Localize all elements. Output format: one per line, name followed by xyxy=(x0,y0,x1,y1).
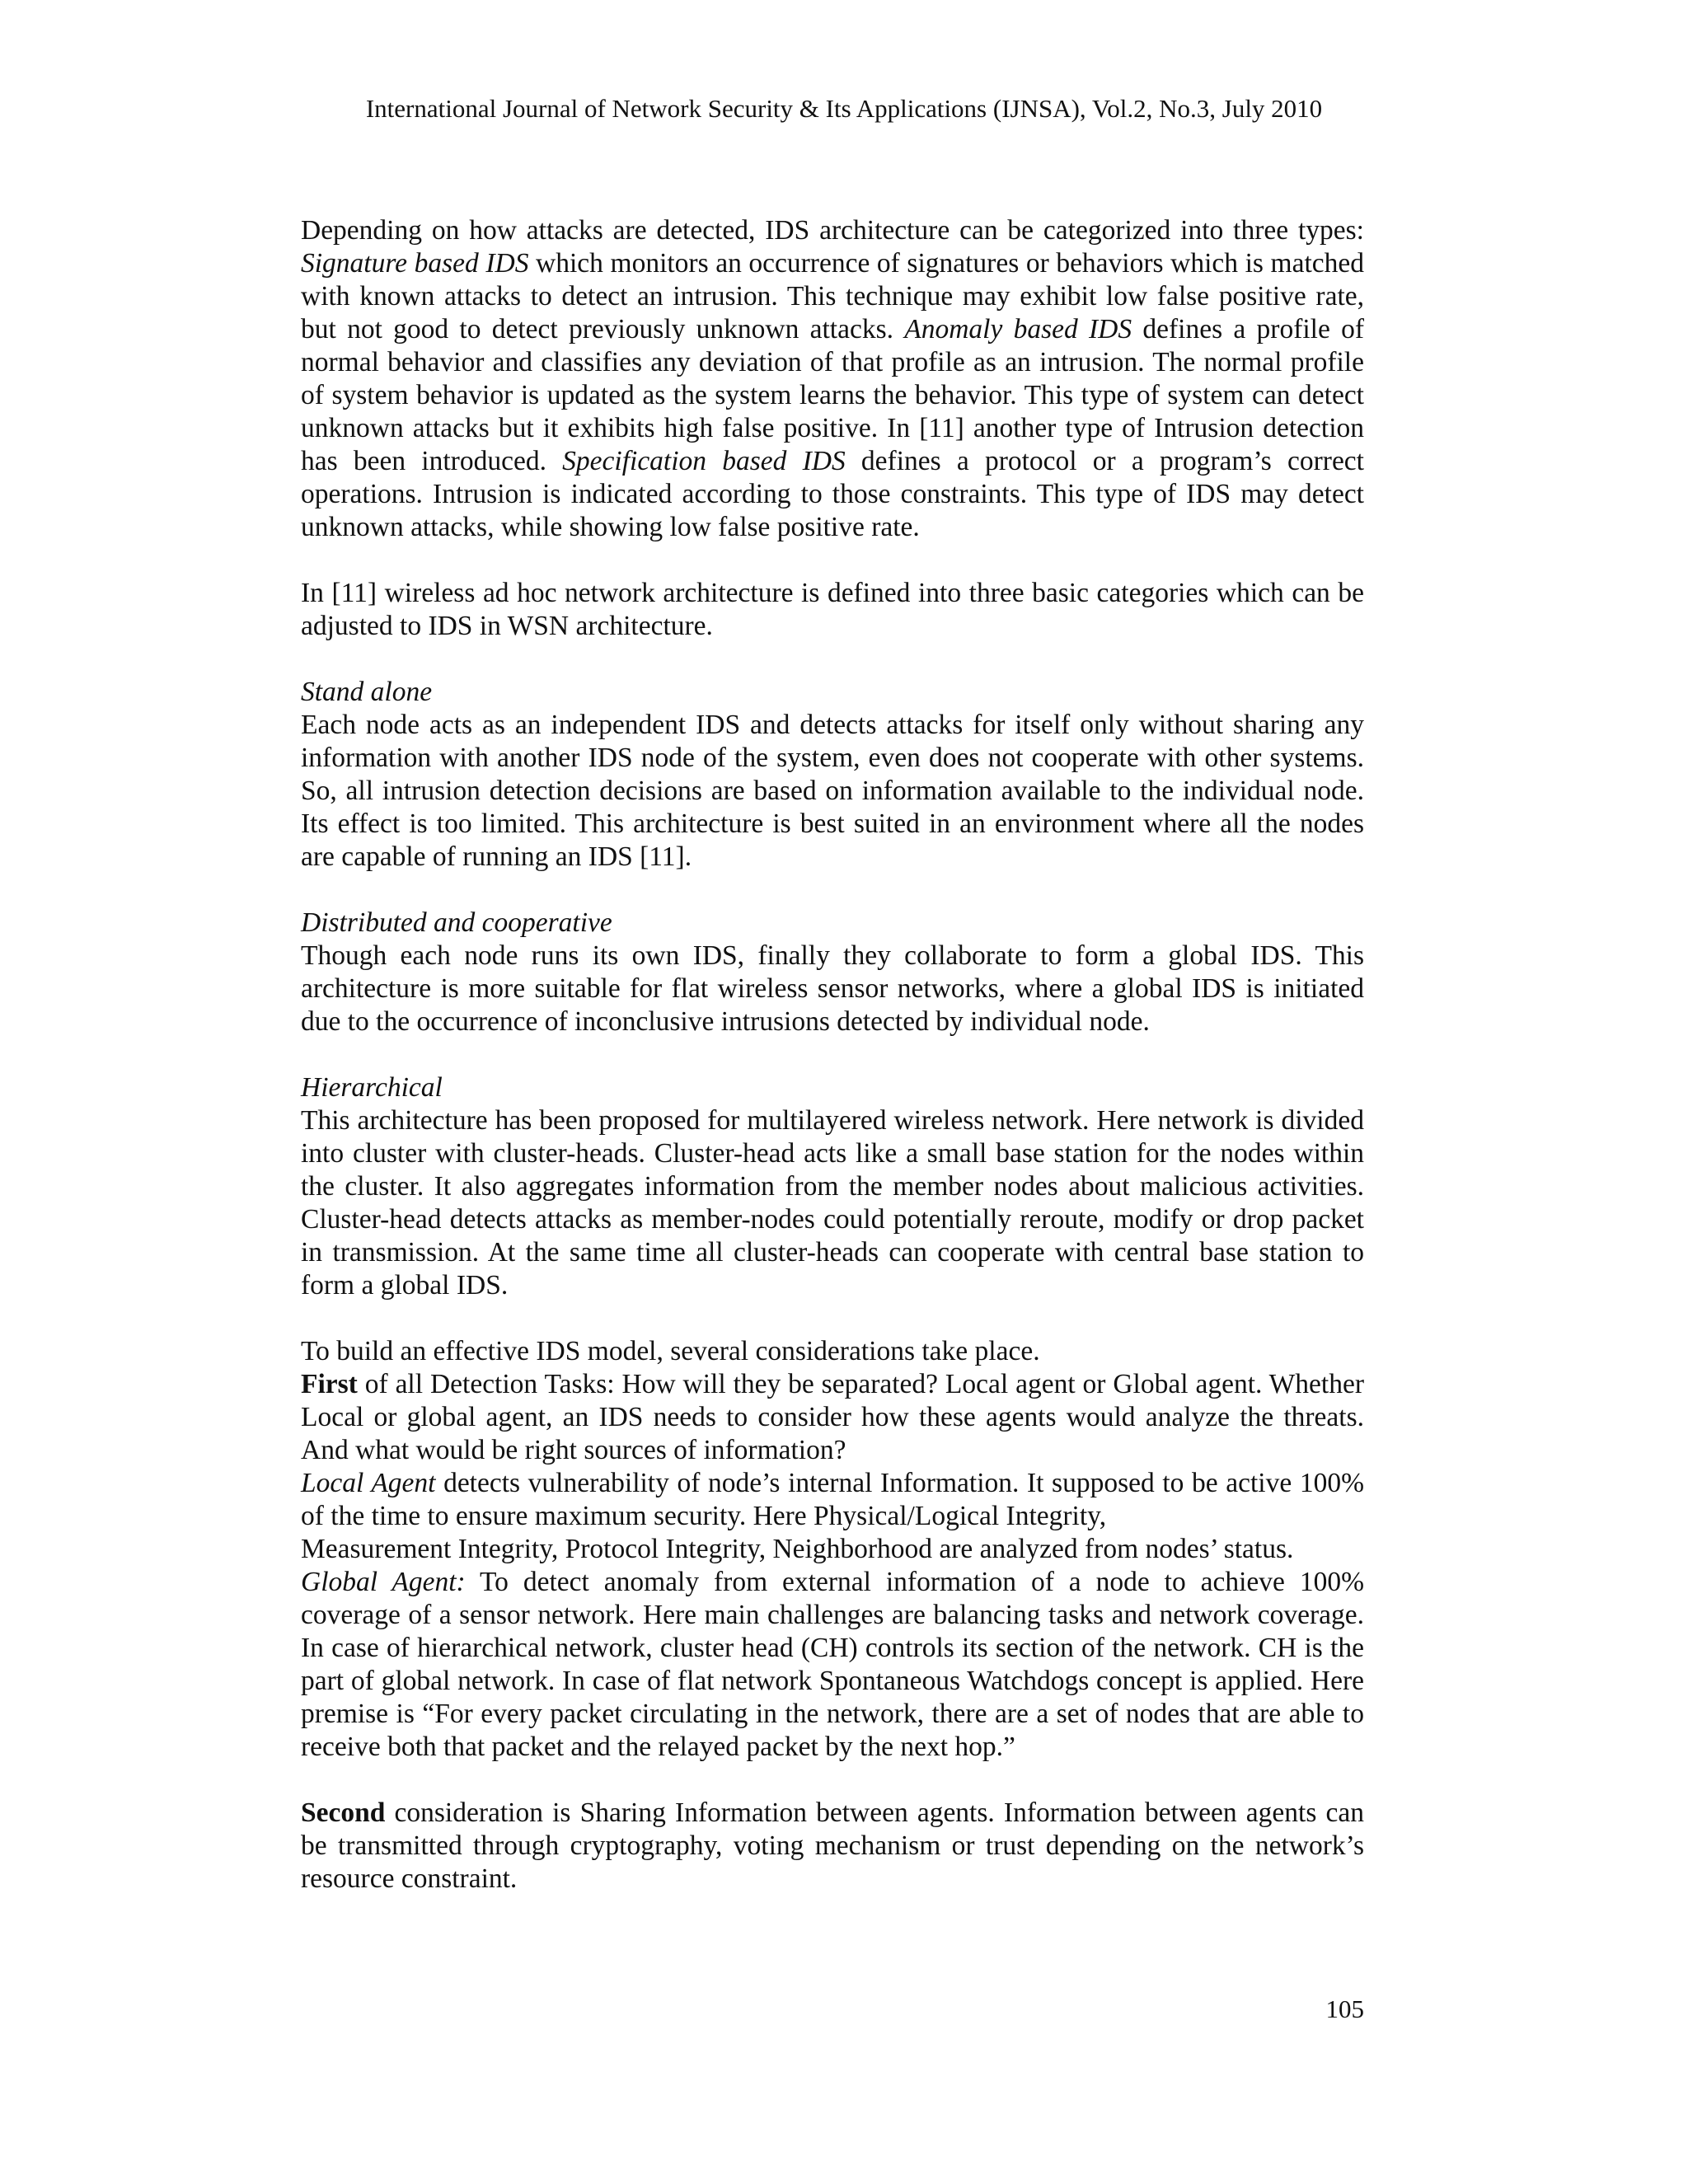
running-header: International Journal of Network Security & Its Applications (IJNSA), Vol.2, No.3, July 2010 xyxy=(365,94,1323,123)
body-text xyxy=(301,214,1364,1929)
text-span: To detect anomaly from external information of a node to achieve 100% coverage of a sensor network. Here main challenges are balancing tasks and network coverage. In case of hierarchical network, cluster head (CH) controls its section of the network. CH is the part of global network. In case of flat network Spontaneous Watchdogs concept is applied. Here premise is “For every packet circulating in the network, there are a set of nodes that are able to receive both that packet and the relayed packet by the next hop.” xyxy=(301,1567,1365,1762)
text-span: consideration is Sharing Information between agents. Information between agents can be transmitted through cryptography, voting mechanism or trust depending on the network’s resource constraint. xyxy=(301,1797,1364,1894)
term-specification-based-ids: Specification based IDS xyxy=(562,446,846,476)
paragraph-first-consideration xyxy=(301,1368,1364,1467)
paragraph-stand-alone: Each node acts as an independent IDS and detects attacks for itself only without sharing any information with another IDS node of the system, even does not cooperate with other systems. So, all intrusion detection decisions are based on information available to the individual node. Its effect is too limited. This architecture is best suited in an environment where all the nodes are capable of running an IDS [11]. xyxy=(301,710,1364,872)
section-considerations xyxy=(301,1335,1364,1764)
paragraph-hierarchical: This architecture has been proposed for multilayered wireless network. Here network is divided into cluster with cluster-heads. Cluster-head acts like a small base station for the nodes within the cluster. It also aggregates information from the member nodes about malicious activities. Cluster-head detects attacks as member-nodes could potentially reroute, modify or drop packet in transmission. At the same time all cluster-heads can cooperate with central base station to form a global IDS. xyxy=(301,1105,1364,1301)
term-local-agent: Local Agent xyxy=(301,1468,436,1498)
section-hierarchical xyxy=(301,1071,1364,1302)
text-span: defines a protocol or a program’s correct operations. Intrusion is indicated according to those constraints. This type of IDS may detect unknown attacks, while showing low false positive rate. xyxy=(301,446,1364,542)
section-stand-alone xyxy=(301,676,1364,874)
paragraph-local-agent-continued: Measurement Integrity, Protocol Integrity, Neighborhood are analyzed from nodes’ status. xyxy=(301,1534,1294,1564)
paragraph-second-consideration xyxy=(301,1797,1364,1896)
text-span: which monitors an occurrence of signatures or behaviors which is matched with known attacks to detect an intrusion. This technique may exhibit low false positive rate, but not good to detect previously unknown attacks. xyxy=(301,248,1364,344)
term-signature-based-ids: Signature based IDS xyxy=(301,248,529,279)
text-span: defines a profile of normal behavior and classifies any deviation of that profile as an intrusion. The normal profile of system behavior is updated as the system learns the behavior. This type of system can detect unknown attacks but it exhibits high false positive. In [11] another type of Intrusion detection has been introduced. xyxy=(301,314,1365,476)
section-distributed xyxy=(301,907,1364,1038)
text-span: Depending on how attacks are detected, IDS architecture can be categorized into three types: xyxy=(301,215,1364,246)
term-global-agent: Global Agent: xyxy=(301,1567,466,1597)
text-span: detects vulnerability of node’s internal Information. It supposed to be active 100% of the time to ensure maximum security. Here Physical/Logical Integrity, xyxy=(301,1468,1364,1531)
label-second: Second xyxy=(301,1797,386,1828)
section-title-stand-alone: Stand alone xyxy=(301,677,433,707)
paragraph-architecture-categories: In [11] wireless ad hoc network architecture is defined into three basic categories which can be adjusted to IDS in WSN architecture. xyxy=(301,578,1364,641)
section-title-distributed: Distributed and cooperative xyxy=(301,907,612,938)
section-title-hierarchical: Hierarchical xyxy=(301,1072,443,1103)
paragraph-considerations-intro: To build an effective IDS model, several considerations take place. xyxy=(301,1336,1040,1366)
label-first: First xyxy=(301,1369,358,1399)
paragraph-global-agent xyxy=(301,1566,1364,1764)
paragraph-distributed: Though each node runs its own IDS, finally they collaborate to form a global IDS. This architecture is more suitable for flat wireless sensor networks, where a global IDS is initiated due to the occurrence of inconclusive intrusions detected by individual node. xyxy=(301,940,1364,1037)
paragraph-local-agent xyxy=(301,1467,1364,1533)
page-number: 105 xyxy=(1325,1994,1364,2023)
text-span: of all Detection Tasks: How will they be separated? Local agent or Global agent. Whether Local or global agent, an IDS needs to consider how these agents would analyze the threats. And what would be right sources of information? xyxy=(301,1369,1364,1465)
paragraph-ids-types xyxy=(301,214,1364,544)
term-anomaly-based-ids: Anomaly based IDS xyxy=(904,314,1132,344)
